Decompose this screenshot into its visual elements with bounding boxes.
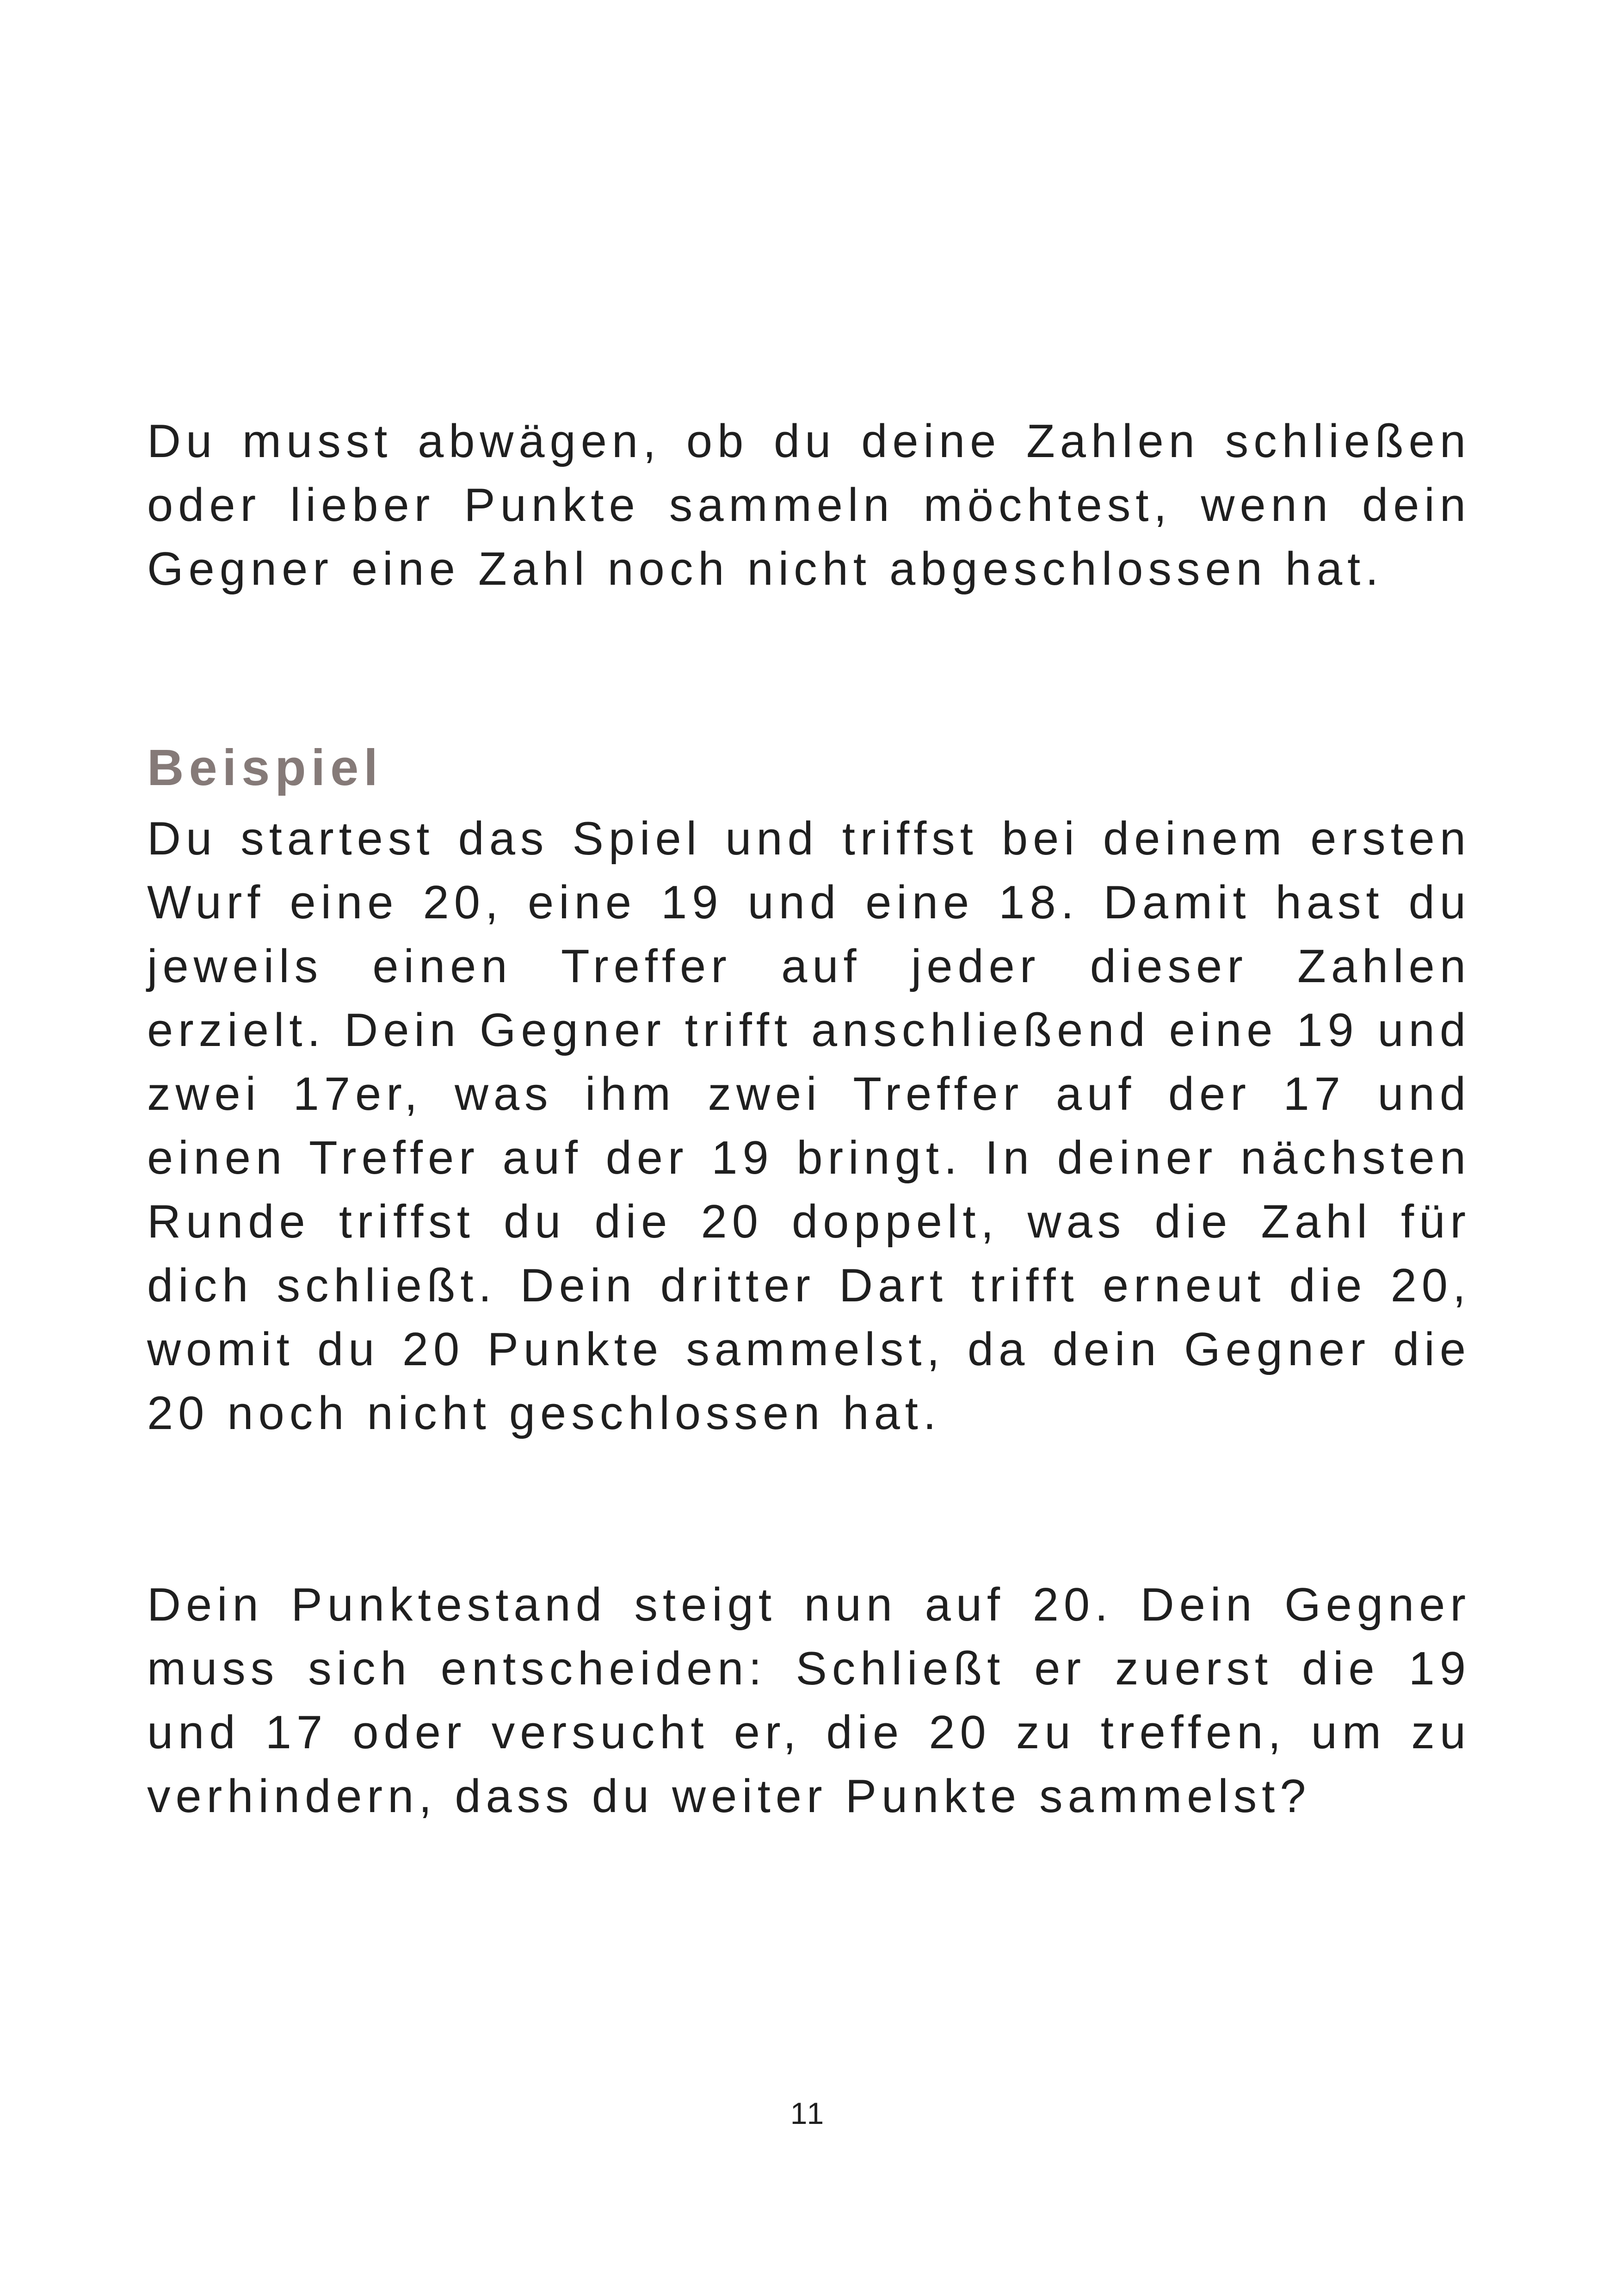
intro-paragraph: Du musst abwägen, ob du deine Zahlen schließen oder lieber Punkte sammeln möchtest, wenn dein Gegner eine Zahl noch nicht abgeschlossen hat. xyxy=(147,415,1471,595)
page-number: 11 xyxy=(790,2096,826,2130)
conclusion-paragraph: Dein Punktestand steigt nun auf 20. Dein Gegner muss sich entscheiden: Schließt er zuerst die 19 und 17 oder versucht er, die 20 zu treffen, um zu verhindern, dass du weiter Punkte sammelst? xyxy=(147,1579,1471,1822)
example-heading: Beispiel xyxy=(147,739,383,796)
example-paragraph: Du startest das Spiel und triffst bei deinem ersten Wurf eine 20, eine 19 und eine 18. Damit hast du jeweils einen Treffer auf jeder dieser Zahlen erzielt. Dein Gegner trifft anschließend eine 19 und zwei 17er, was ihm zwei Treffer auf der 17 und einen Treffer auf der 19 bringt. In deiner nächsten Runde triffst du die 20 doppelt, was die Zahl für dich schließt. Dein dritter Dart trifft erneut die 20, womit du 20 Punkte sammelst, da dein Gegner die 20 noch nicht geschlossen hat. xyxy=(147,813,1471,1439)
